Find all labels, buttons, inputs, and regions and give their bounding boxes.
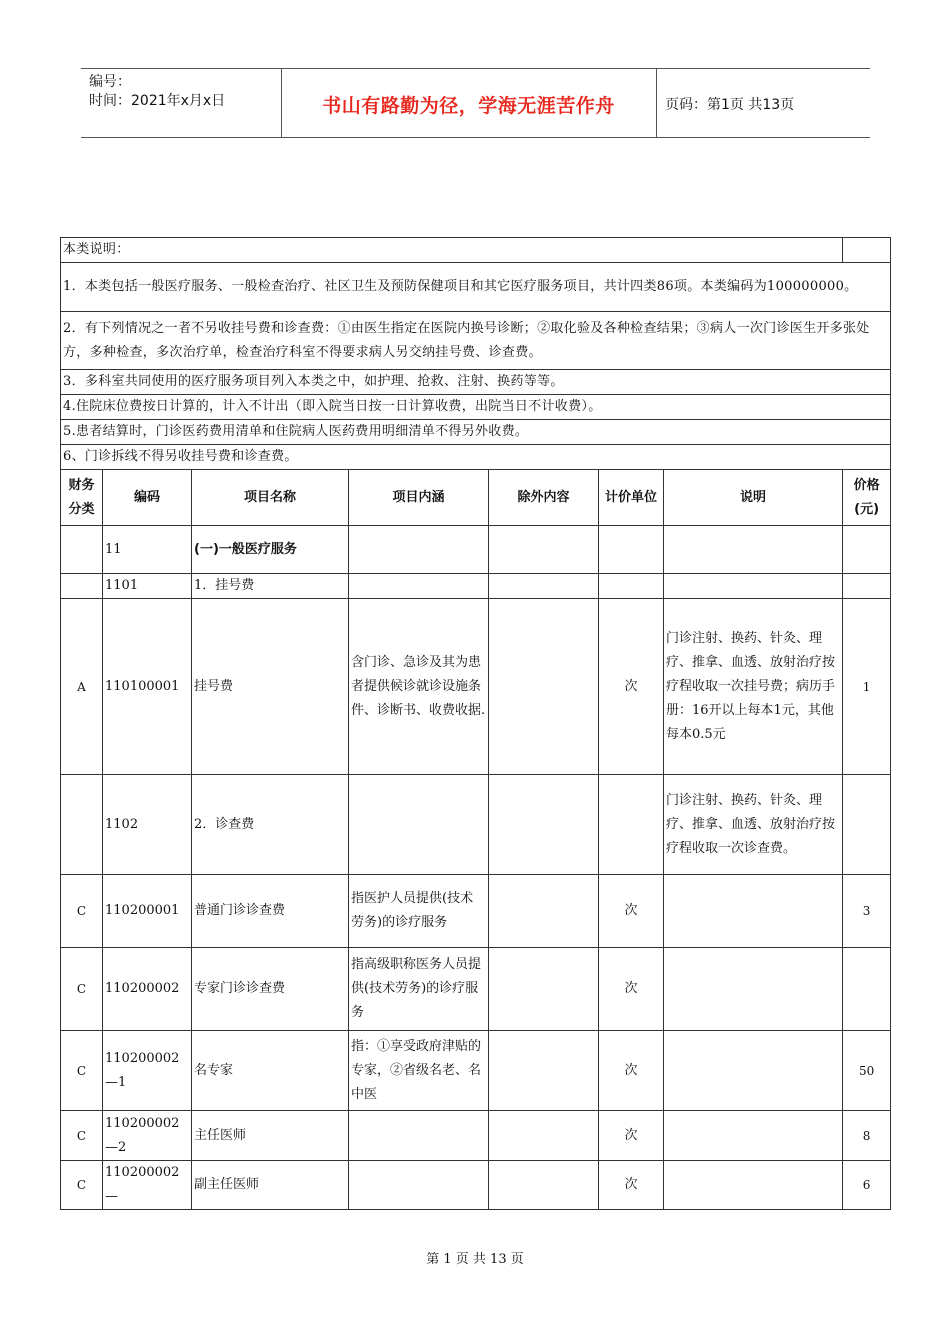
cell-content: 指医护人员提供(技术劳务)的诊疗服务 [349, 875, 489, 948]
note-heading: 本类说明： [61, 238, 843, 263]
cell-price: 8 [843, 1111, 891, 1161]
cell-note [664, 948, 843, 1031]
header-page-info: 页码：第1页 共13页 [665, 97, 795, 113]
cell-price: 3 [843, 875, 891, 948]
table-row [61, 948, 891, 1031]
note-row [61, 395, 891, 420]
table-row [61, 1031, 891, 1111]
column-header: 除外内容 [489, 470, 599, 526]
cell-name: (一)一般医疗服务 [192, 526, 349, 574]
cell-price: 1 [843, 599, 891, 775]
cell-note [664, 1111, 843, 1161]
cell-content: 指：①享受政府津贴的专家，②省级名老、名中医 [349, 1031, 489, 1111]
note-text: 6、门诊拆线不得另收挂号费和诊查费。 [61, 445, 891, 470]
cell-unit: 次 [599, 948, 664, 1031]
cell-name: 挂号费 [192, 599, 349, 775]
header-divider [656, 69, 657, 137]
column-header: 编码 [103, 470, 192, 526]
cell-unit: 次 [599, 1031, 664, 1111]
note-text: 1．本类包括一般医疗服务、一般检查治疗、社区卫生及预防保健项目和其它医疗服务项目，共计四类86项。本类编码为100000000。 [61, 263, 891, 312]
cell-code: 110200002—2 [103, 1111, 192, 1161]
cell-name: 主任医师 [192, 1111, 349, 1161]
cell-category: C [61, 1161, 103, 1210]
cell-category: C [61, 875, 103, 948]
cell-except [489, 526, 599, 574]
cell-note [664, 574, 843, 599]
cell-note: 门诊注射、换药、针灸、理疗、推拿、血透、放射治疗按疗程收取一次挂号费；病历手册：16开以上每本1元，其他每本0.5元 [664, 599, 843, 775]
cell-except [489, 1031, 599, 1111]
cell-except [489, 1161, 599, 1210]
table-row [61, 1161, 891, 1210]
cell-unit: 次 [599, 1161, 664, 1210]
header-left-block [89, 73, 225, 111]
cell-category: A [61, 599, 103, 775]
cell-code: 1102 [103, 775, 192, 875]
table-row [61, 599, 891, 775]
cell-content: 含门诊、急诊及其为患者提供候诊就诊设施条件、诊断书、收费收据. [349, 599, 489, 775]
table-row [61, 775, 891, 875]
cell-code: 110200002— [103, 1161, 192, 1210]
cell-name: 1．挂号费 [192, 574, 349, 599]
cell-content [349, 526, 489, 574]
cell-name: 副主任医师 [192, 1161, 349, 1210]
cell-code: 110200002 [103, 948, 192, 1031]
note-row [61, 420, 891, 445]
cell-price [843, 526, 891, 574]
code-label: 编号： [89, 74, 131, 90]
table-row [61, 875, 891, 948]
cell-price: 50 [843, 1031, 891, 1111]
cell-except [489, 574, 599, 599]
note-row [61, 238, 891, 263]
cell-code: 110100001 [103, 599, 192, 775]
note-row [61, 370, 891, 395]
note-text: 2．有下列情况之一者不另收挂号费和诊查费：①由医生指定在医院内换号诊断；②取化验及各种检查结果；③病人一次门诊医生开多张处方，多种检查，多次治疗单，检查治疗科室不得要求病人另交纳挂号费、诊查费。 [61, 312, 891, 370]
table-header-row [61, 470, 891, 526]
cell-content [349, 1161, 489, 1210]
cell-category [61, 574, 103, 599]
column-header: 项目内涵 [349, 470, 489, 526]
note-row [61, 445, 891, 470]
cell-code: 110200002—1 [103, 1031, 192, 1111]
cell-unit [599, 526, 664, 574]
cell-name: 普通门诊诊查费 [192, 875, 349, 948]
cell-unit: 次 [599, 1111, 664, 1161]
cell-unit [599, 775, 664, 875]
column-header: 价格(元) [843, 470, 891, 526]
table-row [61, 526, 891, 574]
header-motto: 书山有路勤为径，学海无涯苦作舟 [322, 95, 615, 117]
cell-unit: 次 [599, 599, 664, 775]
note-text: 3．多科室共同使用的医疗服务项目列入本类之中，如护理、抢救、注射、换药等等。 [61, 370, 891, 395]
cell-except [489, 1111, 599, 1161]
cell-content: 指高级职称医务人员提供(技术劳务)的诊疗服务 [349, 948, 489, 1031]
document-header [81, 68, 870, 138]
cell-note [664, 875, 843, 948]
cell-price [843, 574, 891, 599]
cell-category [61, 526, 103, 574]
column-header: 计价单位 [599, 470, 664, 526]
cell-category: C [61, 1031, 103, 1111]
cell-price: 6 [843, 1161, 891, 1210]
page-footer: 第 1 页 共 13 页 [426, 1252, 524, 1267]
time-label: 时间：2021年x月x日 [89, 93, 226, 109]
cell-category: C [61, 948, 103, 1031]
note-text: 5.患者结算时，门诊医药费用清单和住院病人医药费用明细清单不得另外收费。 [61, 420, 891, 445]
cell-category: C [61, 1111, 103, 1161]
column-header: 项目名称 [192, 470, 349, 526]
note-row [61, 312, 891, 370]
cell-unit [599, 574, 664, 599]
cell-except [489, 775, 599, 875]
cell-content [349, 574, 489, 599]
cell-price [843, 948, 891, 1031]
cell-note [664, 1031, 843, 1111]
cell-category [61, 775, 103, 875]
cell-name: 专家门诊诊查费 [192, 948, 349, 1031]
cell-note [664, 1161, 843, 1210]
cell-content [349, 775, 489, 875]
cell-price [843, 775, 891, 875]
cell-except [489, 599, 599, 775]
cell-name: 名专家 [192, 1031, 349, 1111]
column-header: 财务分类 [61, 470, 103, 526]
cell-code: 1101 [103, 574, 192, 599]
cell-unit: 次 [599, 875, 664, 948]
column-header: 说明 [664, 470, 843, 526]
table-row [61, 574, 891, 599]
cell-code: 110200001 [103, 875, 192, 948]
note-row [61, 263, 891, 312]
cell-except [489, 875, 599, 948]
table-row [61, 1111, 891, 1161]
cell-except [489, 948, 599, 1031]
cell-content [349, 1111, 489, 1161]
fee-table [60, 237, 891, 1210]
cell-name: 2．诊查费 [192, 775, 349, 875]
cell-note [664, 526, 843, 574]
note-text: 4.住院床位费按日计算的，计入不计出（即入院当日按一日计算收费，出院当日不计收费）。 [61, 395, 891, 420]
cell-note: 门诊注射、换药、针灸、理疗、推拿、血透、放射治疗按疗程收取一次诊查费。 [664, 775, 843, 875]
cell-code: 11 [103, 526, 192, 574]
note-empty-cell [843, 238, 891, 263]
